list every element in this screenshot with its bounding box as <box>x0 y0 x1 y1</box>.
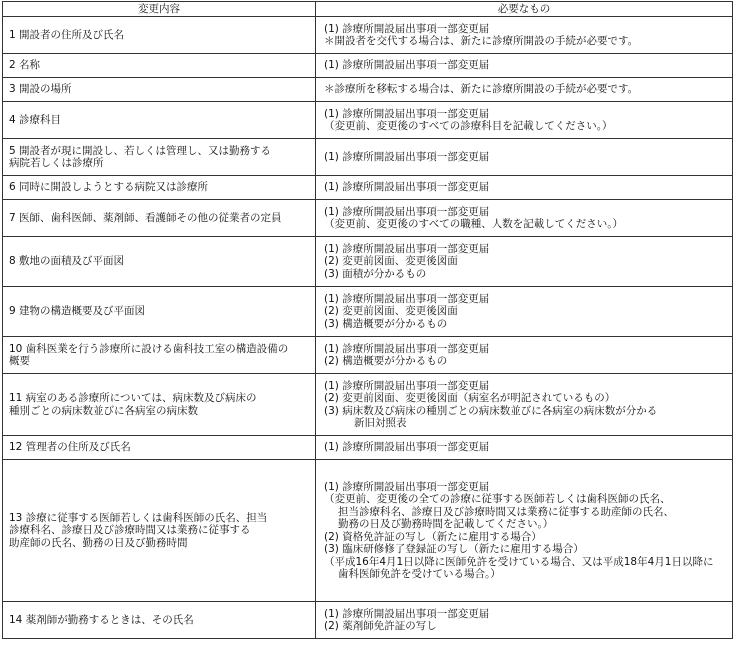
change-item-line: 7 医師、歯科医師、薬剤師、看護師その他の従業者の定員 <box>9 211 282 224</box>
change-item-cell <box>3 139 316 176</box>
change-item-cell <box>3 337 316 374</box>
required-items-cell <box>316 139 733 176</box>
required-items-cell <box>316 602 733 639</box>
table-row <box>3 602 733 639</box>
change-item-line: 10 歯科医業を行う診療所に設ける歯科技工室の構造設備の <box>9 342 289 355</box>
required-item-line: (1) 診療所開設届出事項一部変更届 <box>324 150 490 163</box>
table-row <box>3 460 733 602</box>
change-requirements-table <box>2 1 733 639</box>
required-item-line: (1) 診療所開設届出事項一部変更届 <box>324 607 490 620</box>
required-item-line: （変更前、変更後のすべての職種、人数を記載してください。） <box>324 218 624 230</box>
required-item-line: ＊開設者を交代する場合は、新たに診療所開設の手続が必要です。 <box>324 35 639 47</box>
required-item-line: 勤務の日及び勤務時間を記載してください。） <box>338 518 554 530</box>
required-item-line: (2) 資格免許証の写し（新たに雇用する場合） <box>324 530 542 543</box>
change-item-cell <box>3 460 316 602</box>
table-row <box>3 78 733 102</box>
change-item-line: 4 診療科目 <box>9 113 62 126</box>
change-item-cell <box>3 287 316 337</box>
change-item-line: 3 開設の場所 <box>9 83 72 96</box>
required-item-line: (1) 診療所開設届出事項一部変更届 <box>324 379 490 392</box>
change-item-cell <box>3 54 316 78</box>
required-items-cell <box>316 54 733 78</box>
required-items-cell <box>316 337 733 374</box>
required-items-cell <box>316 460 733 602</box>
table-row <box>3 17 733 54</box>
required-item-line: （変更前、変更後の全ての診療に従事する医師若しくは歯科医師の氏名、 <box>324 493 671 505</box>
change-item-line: 13 診療に従事する医師若しくは歯科医師の氏名、担当 <box>9 511 268 524</box>
change-item-cell <box>3 374 316 436</box>
required-item-line: 新旧対照表 <box>354 417 407 429</box>
required-items-cell <box>316 374 733 436</box>
required-items-cell <box>316 287 733 337</box>
required-item-line: (1) 診療所開設届出事項一部変更届 <box>324 342 490 355</box>
required-item-line: (1) 診療所開設届出事項一部変更届 <box>324 181 490 194</box>
header-row <box>3 2 733 17</box>
table-row <box>3 436 733 460</box>
change-item-line: 6 同時に開設しようとする病院又は診療所 <box>9 181 209 194</box>
required-item-line: (2) 薬剤師免許証の写し <box>324 620 437 632</box>
required-item-line: (2) 構造概要が分かるもの <box>324 355 448 367</box>
change-item-cell <box>3 78 316 102</box>
change-item-line: 11 病室のある診療所については、病床数及び病床の <box>9 392 257 404</box>
table-row <box>3 337 733 374</box>
required-items-cell <box>316 176 733 200</box>
required-items-cell <box>316 200 733 237</box>
header-required-items: 必要なもの <box>316 2 733 17</box>
required-item-line: (3) 構造概要が分かるもの <box>324 317 448 330</box>
change-item-cell <box>3 436 316 460</box>
change-item-line: 12 管理者の住所及び氏名 <box>9 441 131 454</box>
required-items-cell <box>316 436 733 460</box>
change-item-line: 診療科名、診療日及び診療時間又は業務に従事する <box>9 524 251 537</box>
table-row <box>3 139 733 176</box>
required-item-line: (1) 診療所開設届出事項一部変更届 <box>324 242 490 255</box>
required-item-line: (2) 変更前図面、変更後図面（病室名が明記されているもの） <box>324 392 616 404</box>
table-row <box>3 102 733 139</box>
required-item-line: (1) 診療所開設届出事項一部変更届 <box>324 59 490 72</box>
header-change-content: 変更内容 <box>3 2 316 17</box>
required-items-cell <box>316 78 733 102</box>
required-items-cell <box>316 237 733 287</box>
change-item-cell <box>3 176 316 200</box>
required-item-line: (1) 診療所開設届出事項一部変更届 <box>324 107 490 120</box>
change-item-line: 9 建物の構造概要及び平面図 <box>9 305 146 318</box>
required-item-line: (1) 診療所開設届出事項一部変更届 <box>324 205 490 218</box>
required-item-line: (1) 診療所開設届出事項一部変更届 <box>324 441 490 454</box>
change-item-cell <box>3 602 316 639</box>
required-item-line: (2) 変更前図面、変更後図面 <box>324 255 458 268</box>
required-item-line: (1) 診療所開設届出事項一部変更届 <box>324 480 490 493</box>
table-row <box>3 200 733 237</box>
required-item-line: (1) 診療所開設届出事項一部変更届 <box>324 292 490 305</box>
required-item-line: 歯科医師免許を受けている場合。） <box>338 568 501 580</box>
required-item-line: （平成16年4月1日以降に医師免許を受けている場合、又は平成18年4月1日以降に <box>324 555 714 568</box>
change-item-line: 1 開設者の住所及び氏名 <box>9 28 125 41</box>
change-item-line: 2 名称 <box>9 59 41 72</box>
table-row <box>3 374 733 436</box>
table-row <box>3 287 733 337</box>
change-item-line: 概要 <box>9 355 30 367</box>
change-item-line: 病院若しくは診療所 <box>9 157 104 169</box>
table-row <box>3 54 733 78</box>
change-item-line: 5 開設者が現に開設し、若しくは管理し、又は勤務する <box>9 144 272 157</box>
table-row <box>3 176 733 200</box>
change-item-line: 14 薬剤師が勤務するときは、その氏名 <box>9 613 194 626</box>
required-item-line: （変更前、変更後のすべての診療科目を記載してください。） <box>324 120 613 132</box>
change-item-line: 8 敷地の面積及び平面図 <box>9 255 125 268</box>
required-item-line: (2) 変更前図面、変更後図面 <box>324 305 458 318</box>
required-item-line: (3) 臨床研修修了登録証の写し（新たに雇用する場合） <box>324 543 584 555</box>
required-item-line: ＊診療所を移転する場合は、新たに診療所開設の手続が必要です。 <box>324 83 639 96</box>
change-item-cell <box>3 200 316 237</box>
change-item-cell <box>3 102 316 139</box>
change-item-cell <box>3 17 316 54</box>
required-item-line: (1) 診療所開設届出事項一部変更届 <box>324 22 490 35</box>
required-item-line: (3) 病床数及び病床の種別ごとの病床数並びに各病室の病床数が分かる <box>324 404 658 417</box>
change-item-line: 助産師の氏名、勤務の日及び勤務時間 <box>9 536 188 549</box>
table-row <box>3 237 733 287</box>
required-items-cell <box>316 17 733 54</box>
required-items-cell <box>316 102 733 139</box>
change-item-cell <box>3 237 316 287</box>
required-item-line: (3) 面積が分かるもの <box>324 267 427 280</box>
required-item-line: 担当診療科名、診療日及び診療時間又は業務に従事する助産師の氏名、 <box>338 505 674 518</box>
change-item-line: 種別ごとの病床数並びに各病室の病床数 <box>9 404 198 417</box>
